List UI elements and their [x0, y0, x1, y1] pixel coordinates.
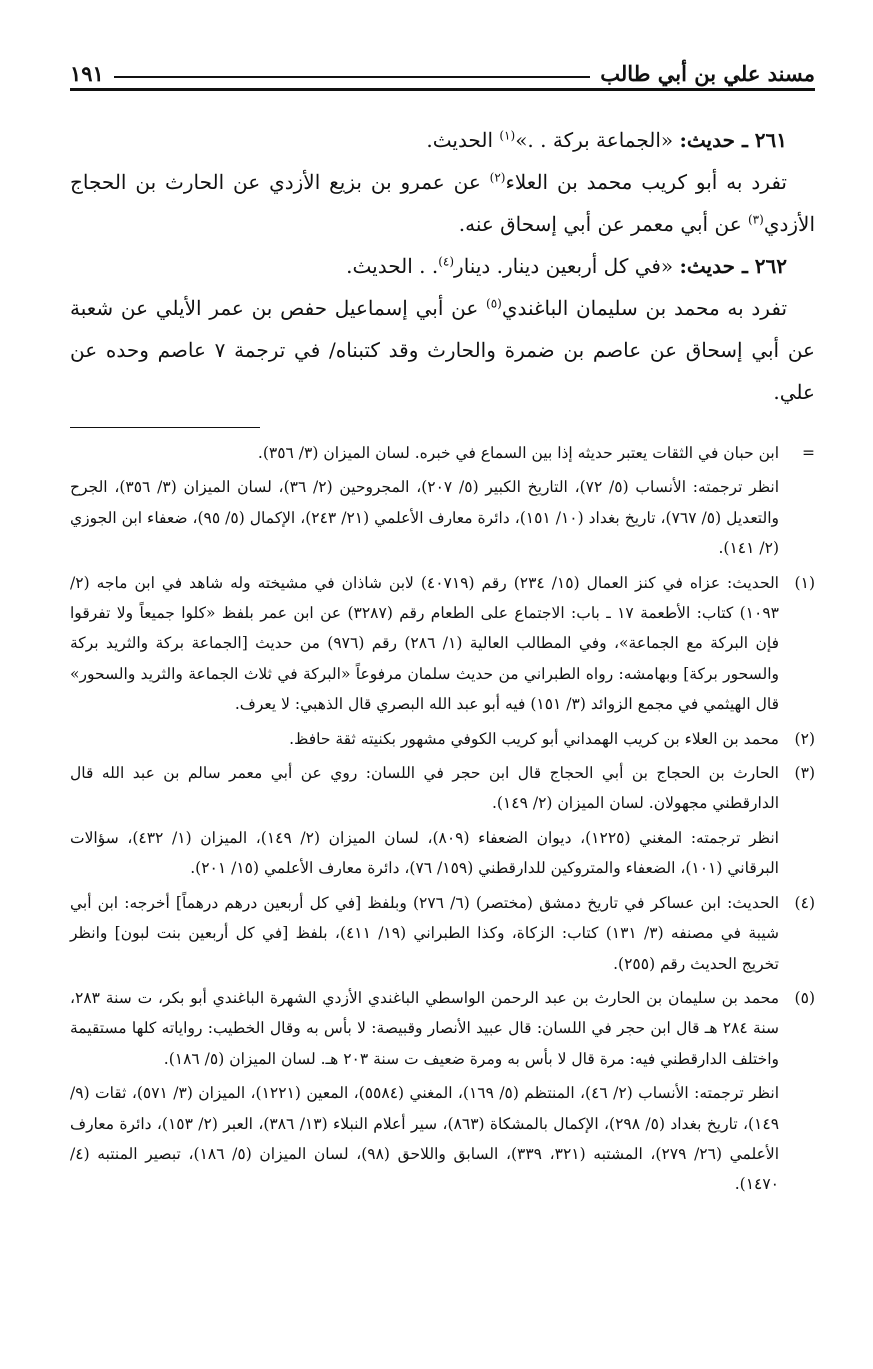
- footnote-text: انظر ترجمته: الأنساب (٢/ ٤٦)، المنتظم (٥/ ١٦٩)، المغني (٥٥٨٤)، المعين (١٢٢١)، الميزان (٣/ ٥٧١)، ثقات (٩/ ١٤٩)، تاريخ بغداد (٥/ ٢٩٨)، الإكمال بالمشكاة (٨٦٣)، سير أعلام النبلاء (١٣/ ٣٨٦)، العبر (٢/ ١٥٣)، دائرة معارف الأعلمي (٢٦/ ٢٧٩)، المشتبه (٣٢١، ٣٣٩)، السابق واللاحق (٩٨)، لسان الميزان (٥/ ١٨٦)، تبصير المنتبه (٤/ ١٤٧٠).: [70, 1084, 780, 1194]
- footnote-number: (١): [794, 573, 815, 592]
- hadith-262-text: «في كل أربعين دينار. دينار: [454, 254, 680, 278]
- page: [70, 50, 815, 1204]
- hadith-262-tail: . . الحديث.: [346, 254, 439, 278]
- footnote-text: انظر ترجمته: المغني (١٢٢٥)، ديوان الضعفاء (٨٠٩)، لسان الميزان (٢/ ١٤٩)، الميزان (١/ ٤٣٢)، سؤالات البرقاني (١٠١)، الضعفاء والمتروكين للدارقطني (١٥٩/ ٧٦)، دائرة معارف الأعلمي (١٥/ ٢٠١).: [70, 828, 779, 878]
- footnote-4: [70, 888, 815, 979]
- footnote-ref-3: (٣): [747, 212, 764, 227]
- footnote-1: [70, 568, 815, 720]
- footnote-number: (٤): [794, 893, 815, 912]
- paragraph-2-part-b: عن أبي إسماعيل حفص بن عمر الأيلي عن شعبة عن أبي إسحاق عن عاصم بن ضمرة والحارث وقد كتبناه/ في ترجمة ٧ عاصم وحده عن علي.: [70, 296, 815, 404]
- footnote-text: محمد بن العلاء بن كريب الهمداني أبو كريب الكوفي مشهور بكنيته ثقة حافظ.: [289, 729, 779, 748]
- footnote-continued: [70, 438, 815, 564]
- header-rule: [70, 88, 815, 91]
- footnote-number: =: [802, 444, 815, 462]
- footnote-separator: [70, 427, 260, 428]
- footnote-text: الحديث: عزاه في كنز العمال (١٥/ ٢٣٤) رقم (٤٠٧١٩) لابن شاذان في مشيخته وله شاهد في ابن ماجه (٢/ ١٠٩٣) كتاب: الأطعمة ١٧ ـ باب: الاجتماع على الطعام رقم (٣٢٨٧) عن ابن عمر بلفظ «كلوا جميعاً ولا تفرقوا فإن البركة مع الجماعة»، وفي المطالب العالية (١/ ٢٨٦) رقم (٩٧٦) من حديث [الجماعة بركة والثريد بركة والسحور بركة] وبهامشه: رواه الطبراني من حديث سلمان مرفوعاً «البركة في ثلاث الجماعة والثريد والسحور» قال الهيثمي في مجمع الزوائد (٣/ ١٥١) فيه أبو عبد الله البصري قال الذهبي: لا يعرف.: [70, 573, 779, 714]
- hadith-262-label: ٢٦٢ ـ حديث:: [679, 254, 787, 278]
- paragraph-2: [70, 287, 815, 413]
- running-title: مسند علي بن أبي طالب: [600, 61, 815, 86]
- hadith-261-tail: الحديث.: [426, 128, 500, 152]
- page-number: ١٩١: [70, 61, 104, 86]
- footnote-text: ابن حبان في الثقات يعتبر حديثه إذا بين السماع في خبره. لسان الميزان (٣/ ٣٥٦).: [257, 444, 779, 462]
- header-short-rule: [114, 76, 590, 78]
- footnote-number: (٥): [794, 988, 815, 1007]
- footnote-3: [70, 758, 815, 884]
- paragraph-1: [70, 161, 815, 245]
- footnote-number: (٢): [794, 729, 815, 748]
- footnote-ref-1: (١): [499, 128, 516, 143]
- hadith-262: [70, 245, 815, 287]
- footnote-text: انظر ترجمته: الأنساب (٥/ ٧٢)، التاريخ الكبير (٥/ ٢٠٧)، المجروحين (٢/ ٣٦)، لسان الميزان (٣/ ٣٥٦)، الجرح والتعديل (٥/ ٧٦٧)، تاريخ بغداد (١٠/ ١٥١)، دائرة معارف الأعلمي (٢١/ ٢٤٣)، الإكمال (٥/ ٩٥)، ضعفاء ابن الجوزي (٢/ ١٤١).: [70, 478, 780, 558]
- footnote-text: محمد بن سليمان بن الحارث بن عبد الرحمن الواسطي الباغندي الأزدي الشهرة الباغندي أبو بكر، ت سنة ٢٨٣، سنة ٢٨٤ هـ قال ابن حجر في اللسان: قال عبيد الأنصار وقبيصة: لا بأس به وقال الخطيب: رواياته كلها مستقيمة واختلف الدارقطني فيه: مرة قال لا بأس به ومرة ضعيف ت سنة ٢٠٣ هـ. لسان الميزان (٥/ ١٨٦).: [70, 988, 779, 1068]
- paragraph-1-part-a: تفرد به أبو كريب محمد بن العلاء: [505, 170, 787, 194]
- footnote-2: [70, 724, 815, 754]
- footnote-text: الحارث بن الحجاج بن أبي الحجاج قال ابن حجر في اللسان: روي عن أبي معمر سالم بن عبد الله قال الدارقطني مجهولان. لسان الميزان (٢/ ١٤٩).: [70, 764, 779, 813]
- footnote-number: (٣): [794, 764, 815, 783]
- hadith-261-text: «الجماعة بركة . .»: [515, 128, 680, 152]
- hadith-261-label: ٢٦١ ـ حديث:: [679, 128, 787, 152]
- footnote-5: [70, 983, 815, 1200]
- footnotes: [70, 438, 815, 1200]
- footnote-ref-5: (٥): [486, 296, 502, 311]
- footnote-text: الحديث: ابن عساكر في تاريخ دمشق (مختصر) (٦/ ٢٧٦) وبلفظ [في كل أربعين درهم درهماً] أخرجه: ابن أبي شيبة في مصنفه (٣/ ١٣١) كتاب: الزكاة، وكذا الطبراني (١٩/ ٤١١)، بلفظ [في كل أربعين بنت لبون] وانظر تخريج الحديث رقم (٢٥٥).: [70, 893, 779, 973]
- hadith-261: [70, 119, 815, 161]
- paragraph-1-part-c: عن أبي معمر عن أبي إسحاق عنه.: [458, 212, 748, 236]
- page-header: [70, 50, 815, 86]
- footnote-ref-2: (٢): [489, 170, 506, 185]
- main-text: [70, 119, 815, 413]
- footnote-ref-4: (٤): [438, 254, 455, 269]
- paragraph-1-part-b: عن عمرو بن بزيع الأزدي عن الحارث بن الحجاج الأزدي: [70, 170, 815, 236]
- paragraph-2-part-a: تفرد به محمد بن سليمان الباغندي: [501, 296, 788, 320]
